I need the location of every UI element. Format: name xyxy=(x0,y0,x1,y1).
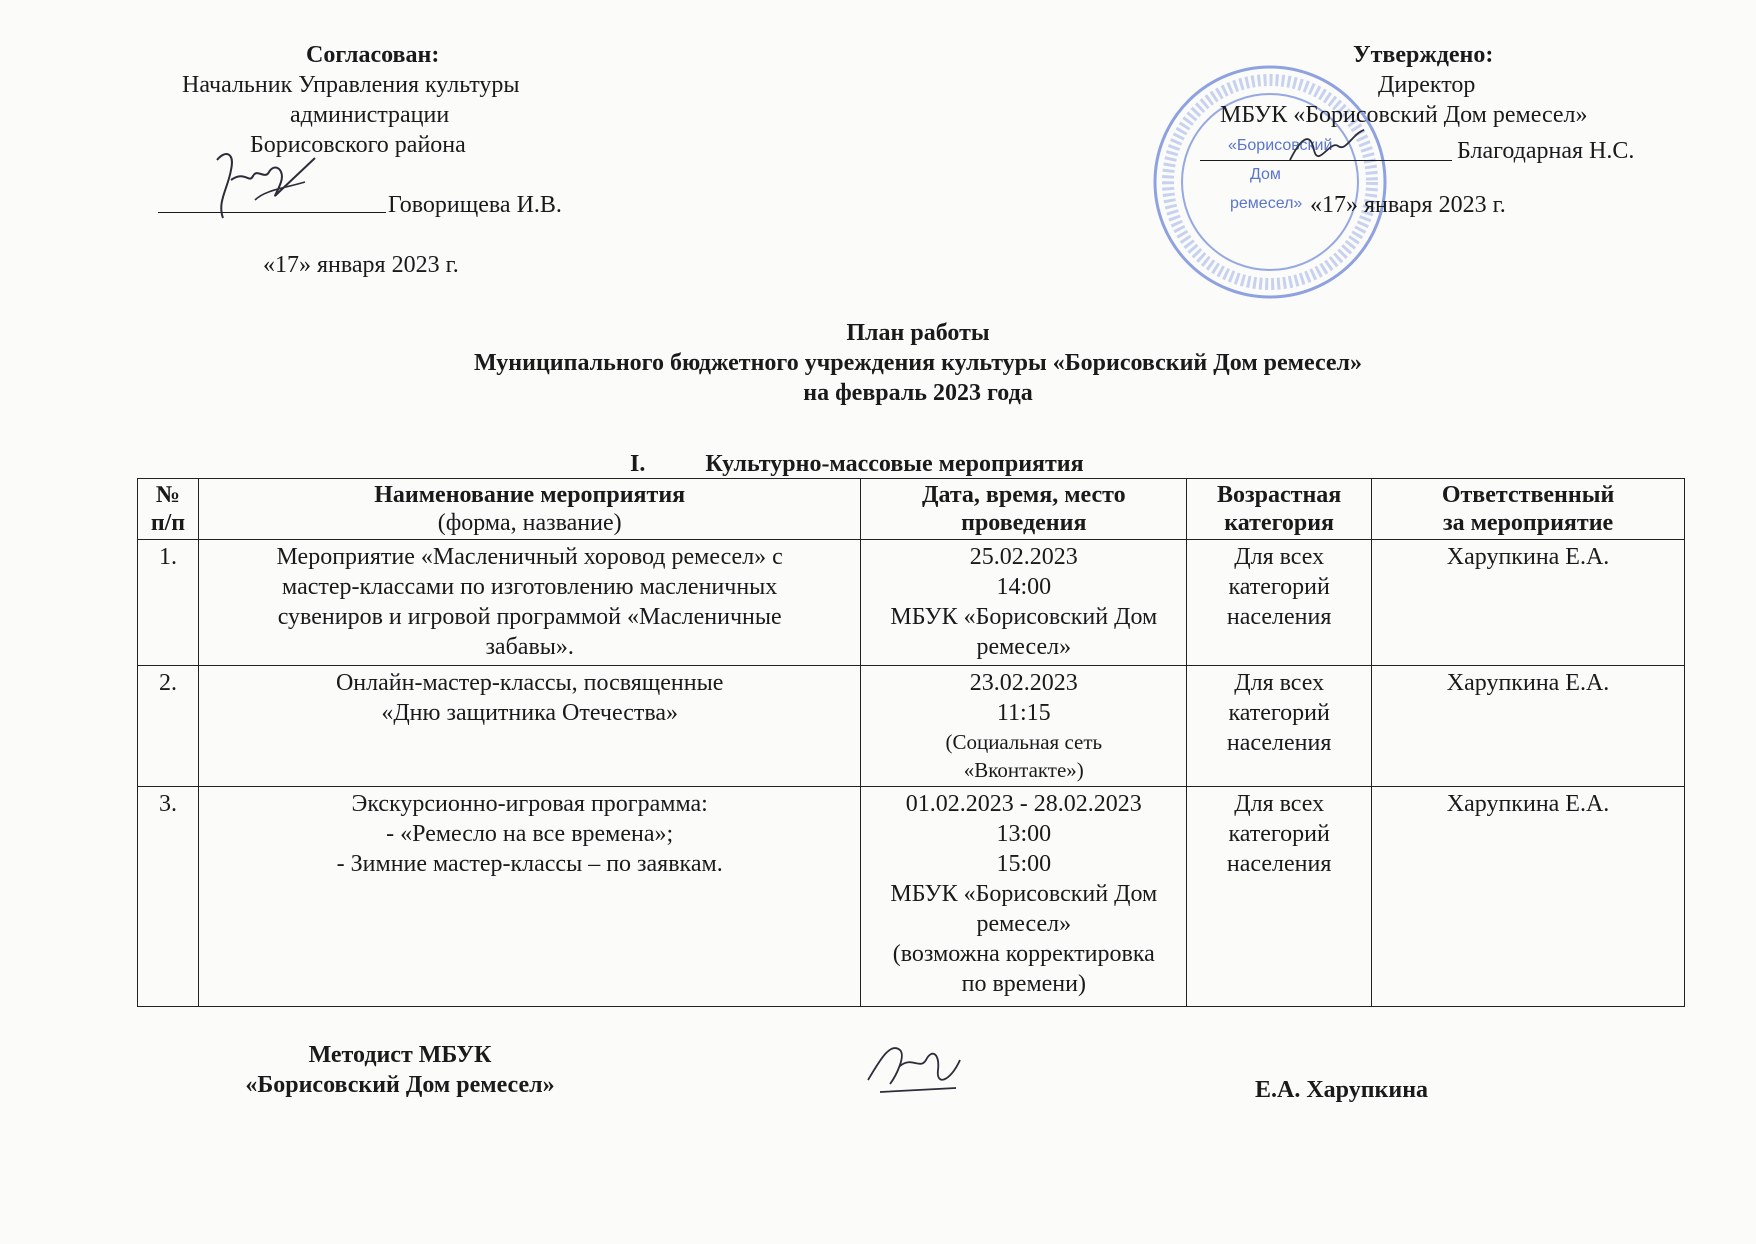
events-table xyxy=(137,478,1685,1007)
row1-number: 1. xyxy=(138,540,199,666)
footer-methodist xyxy=(200,1040,600,1100)
right-approval-line1: Директор xyxy=(1378,72,1476,98)
footer-signer: Е.А. Харупкина xyxy=(1255,1077,1429,1103)
left-approval-date: «17» января 2023 г. xyxy=(263,252,459,278)
row2-number: 2. xyxy=(138,666,199,787)
row2-name: Онлайн-мастер-классы, посвященные «Дню защитника Отечества» xyxy=(198,666,860,787)
row3-responsible: Харупкина Е.А. xyxy=(1372,787,1685,1007)
left-approval-line1: Начальник Управления культуры xyxy=(182,72,520,98)
section-heading xyxy=(630,450,1084,478)
row3-name: Экскурсионно-игровая программа: - «Ремесло на все времена»; - Зимние мастер-классы – по заявкам. xyxy=(198,787,860,1007)
organization-seal xyxy=(1150,62,1390,302)
row3-number: 3. xyxy=(138,787,199,1007)
right-approval-line2: МБУК «Борисовский Дом ремесел» xyxy=(1220,102,1588,128)
row2-date: 23.02.2023 11:15 (Социальная сеть «Вконтакте») xyxy=(861,666,1187,787)
left-signature-image xyxy=(195,140,325,240)
stamp-text-1: «Борисовский xyxy=(1228,137,1333,154)
document-title xyxy=(0,318,1756,408)
right-approval-date: «17» января 2023 г. xyxy=(1310,192,1506,218)
footer-signature-image xyxy=(860,1030,970,1100)
row1-date: 25.02.2023 14:00 МБУК «Борисовский Дом ремесел» xyxy=(861,540,1187,666)
left-approval-line2: администрации xyxy=(290,102,450,128)
stamp-text-3: ремесел» xyxy=(1230,195,1303,212)
footer-left-line2: «Борисовский Дом ремесел» xyxy=(245,1072,555,1098)
title-line1: План работы xyxy=(846,320,990,346)
footer-left-line1: Методист МБУК xyxy=(308,1042,492,1068)
section-name: Культурно-массовые мероприятия xyxy=(705,451,1084,477)
table-row xyxy=(138,540,1685,666)
left-approval-line3: Борисовского района xyxy=(250,132,466,158)
header-name: Наименование мероприятия (форма, название) xyxy=(198,479,860,540)
right-approval-signer: Благодарная Н.С. xyxy=(1457,138,1635,164)
row2-age: Для всех категорий населения xyxy=(1187,666,1372,787)
header-number: № п/п xyxy=(138,479,199,540)
left-approval-heading: Согласован: xyxy=(306,42,440,68)
right-signature-image xyxy=(1280,120,1370,180)
title-line3: на февраль 2023 года xyxy=(803,380,1033,406)
row3-age: Для всех категорий населения xyxy=(1187,787,1372,1007)
row1-name: Мероприятие «Масленичный хоровод ремесел» с мастер-классами по изготовлению масленичных сувениров и игровой программой «Масленичные забавы». xyxy=(198,540,860,666)
row2-responsible: Харупкина Е.А. xyxy=(1372,666,1685,787)
section-number: I. xyxy=(630,451,646,477)
stamp-text-2: Дом xyxy=(1250,166,1281,183)
table-row xyxy=(138,666,1685,787)
table-row xyxy=(138,787,1685,1007)
row1-responsible: Харупкина Е.А. xyxy=(1372,540,1685,666)
table-header-row xyxy=(138,479,1685,540)
right-approval-heading: Утверждено: xyxy=(1353,42,1494,68)
title-line2: Муниципального бюджетного учреждения культуры «Борисовский Дом ремесел» xyxy=(473,350,1363,376)
header-responsible: Ответственный за мероприятие xyxy=(1372,479,1685,540)
row1-age: Для всех категорий населения xyxy=(1187,540,1372,666)
row3-date: 01.02.2023 - 28.02.2023 13:00 15:00 МБУК «Борисовский Дом ремесел» (возможна корректировка по времени) xyxy=(861,787,1187,1007)
left-approval-signer: Говорищева И.В. xyxy=(388,192,562,218)
header-age: Возрастная категория xyxy=(1187,479,1372,540)
header-date: Дата, время, место проведения xyxy=(861,479,1187,540)
